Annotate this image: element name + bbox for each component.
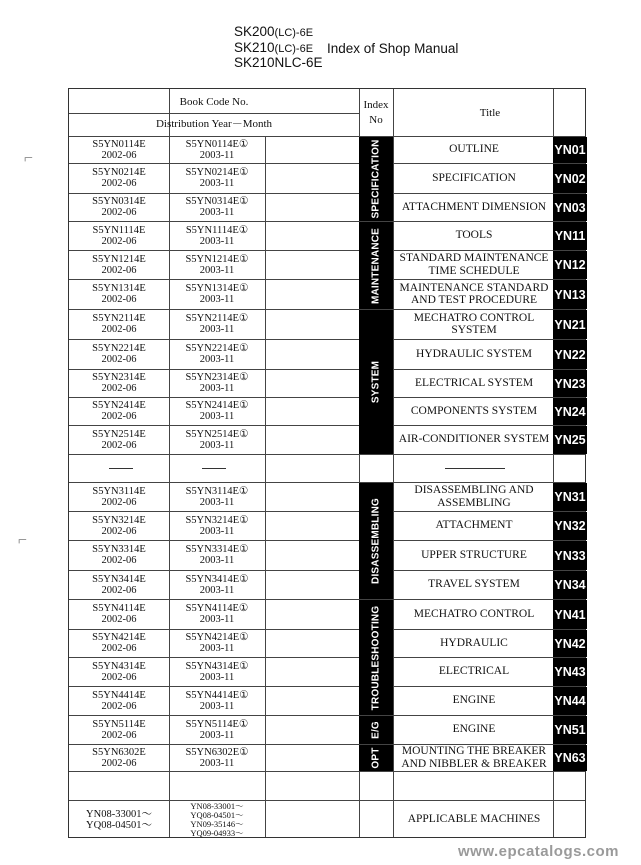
distribution-date: 2002-06 bbox=[101, 671, 137, 683]
book-code: S5YN5114E bbox=[92, 718, 146, 730]
book-code: S5YN4314E bbox=[92, 660, 146, 672]
book-code: S5YN6302E① bbox=[185, 746, 249, 758]
distribution-date: 2002-06 bbox=[101, 207, 137, 218]
applicable-machines-title bbox=[395, 800, 553, 839]
serial-range: YQ09-04933～ bbox=[190, 827, 244, 838]
title-cell bbox=[395, 397, 553, 425]
distribution-date: 2002-06 bbox=[101, 354, 137, 365]
book-code: S5YN2214E① bbox=[185, 343, 249, 354]
manual-title: ELECTRICAL SYSTEM bbox=[414, 376, 534, 389]
revised-code-cell bbox=[169, 661, 265, 683]
book-code-cell bbox=[69, 343, 169, 365]
revised-code-cell bbox=[169, 544, 265, 566]
page-title: Index of Shop Manual bbox=[327, 41, 459, 56]
row-divider bbox=[69, 771, 585, 772]
revised-code-cell bbox=[169, 254, 265, 276]
book-code-cell bbox=[69, 254, 169, 276]
distribution-date: 2003-11 bbox=[199, 555, 235, 566]
serial-range: YQ08-04501～ bbox=[86, 819, 152, 831]
distribution-date: 2002-06 bbox=[101, 643, 137, 654]
index-code-badge: YN24 bbox=[553, 398, 587, 425]
section-label: DISASSEMBLING bbox=[370, 498, 382, 584]
distribution-date: 2003-11 bbox=[199, 235, 235, 247]
index-code-badge: YN23 bbox=[553, 370, 587, 397]
index-code-badge: YN41 bbox=[553, 600, 587, 629]
index-header: Index bbox=[363, 99, 389, 111]
distribution-date: 2002-06 bbox=[101, 700, 137, 712]
index-code-badge: YN32 bbox=[553, 512, 587, 540]
section-bar bbox=[359, 600, 393, 715]
serial-range: YQ08-04501～ bbox=[190, 809, 244, 820]
distribution-date: 2002-06 bbox=[101, 294, 137, 305]
revised-code-cell bbox=[169, 515, 265, 537]
manual-title: TRAVEL SYSTEM bbox=[428, 578, 520, 591]
book-code: S5YN3314E bbox=[92, 544, 146, 555]
title-cell bbox=[395, 339, 553, 369]
manual-title: OUTLINE bbox=[449, 143, 499, 156]
index-code-badge: YN13 bbox=[553, 280, 587, 309]
section-bar bbox=[359, 310, 393, 454]
title-cell bbox=[395, 540, 553, 570]
distribution-date: 2003-11 bbox=[199, 643, 235, 654]
book-code: S5YN1314E bbox=[92, 283, 146, 294]
book-code: S5YN2414E bbox=[92, 400, 146, 411]
revised-code-cell bbox=[169, 632, 265, 654]
serial-range: YN08-33001～ bbox=[86, 808, 152, 820]
book-code: S5YN4114E bbox=[92, 603, 146, 614]
book-code-cell bbox=[69, 719, 169, 741]
distribution-date: 2003-11 bbox=[199, 496, 235, 508]
distribution-date: 2002-06 bbox=[101, 525, 137, 537]
section-label: SPECIFICATION bbox=[370, 139, 382, 219]
distribution-date: 2002-06 bbox=[101, 324, 137, 335]
manual-title: MOUNTING THE BREAKER AND NIBBLER & BREAKER bbox=[401, 745, 547, 770]
index-code-badge: YN25 bbox=[553, 426, 587, 454]
revised-code-cell bbox=[169, 690, 265, 712]
book-code: S5YN2314E bbox=[92, 372, 146, 383]
manual-title: ATTACHMENT DIMENSION bbox=[401, 200, 547, 213]
distribution-date: 2002-06 bbox=[101, 729, 137, 741]
book-code: S5YN0214E① bbox=[185, 167, 249, 178]
section-label: E/G bbox=[370, 721, 382, 739]
book-code: S5YN2414E① bbox=[185, 400, 249, 411]
scan-mark: ⌐ bbox=[24, 150, 34, 167]
title-cell bbox=[395, 715, 553, 744]
distribution-date: 2002-06 bbox=[101, 264, 137, 276]
book-code: S5YN4214E bbox=[92, 632, 146, 643]
book-code-cell bbox=[69, 372, 169, 394]
title-cell bbox=[395, 193, 553, 221]
manual-title: HYDRAULIC bbox=[440, 636, 508, 649]
book-code: S5YN3114E bbox=[92, 485, 146, 497]
revised-code-cell bbox=[169, 196, 265, 218]
distribution-date: 2003-11 bbox=[199, 757, 235, 769]
book-code: S5YN3414E bbox=[92, 573, 146, 585]
distribution-date: 2003-11 bbox=[199, 178, 235, 189]
distribution-date: 2002-06 bbox=[101, 584, 137, 596]
section-bar bbox=[359, 137, 393, 221]
header-divider bbox=[69, 113, 359, 114]
index-code-badge: YN34 bbox=[553, 571, 587, 599]
book-code: S5YN3314E① bbox=[185, 544, 249, 555]
serial-range: YN08-33001～ bbox=[190, 800, 244, 811]
book-code: S5YN0114E bbox=[92, 138, 146, 150]
index-code-badge: YN44 bbox=[553, 687, 587, 715]
machines-serial-list bbox=[69, 809, 169, 831]
book-code-cell bbox=[69, 283, 169, 305]
index-code-badge: YN02 bbox=[553, 164, 587, 193]
revised-code-cell bbox=[169, 313, 265, 335]
manual-title: SPECIFICATION bbox=[432, 171, 516, 184]
revised-code-cell bbox=[169, 603, 265, 625]
distribution-date: 2003-11 bbox=[199, 411, 235, 422]
model-line-3: SK210NLC-6E bbox=[234, 55, 323, 70]
book-code-cell bbox=[69, 429, 169, 451]
title-cell bbox=[395, 279, 553, 309]
index-code-badge: YN51 bbox=[553, 716, 587, 744]
section-bar bbox=[359, 716, 393, 744]
book-code-cell bbox=[69, 196, 169, 218]
placeholder-dash bbox=[202, 468, 226, 469]
manual-title: MAINTENANCE STANDARD AND TEST PROCEDURE bbox=[399, 281, 549, 306]
book-code: S5YN0114E① bbox=[185, 138, 249, 150]
distribution-header: Distribution Year－Month bbox=[155, 118, 273, 130]
manual-title: MECHATRO CONTROL bbox=[413, 607, 535, 620]
section-bar bbox=[359, 745, 393, 771]
book-code-cell bbox=[69, 632, 169, 654]
section-label: OPT bbox=[370, 747, 382, 769]
distribution-date: 2003-11 bbox=[199, 700, 235, 712]
manual-title: UPPER STRUCTURE bbox=[421, 548, 527, 561]
distribution-date: 2002-06 bbox=[101, 555, 137, 566]
manual-title: TOOLS bbox=[455, 229, 493, 242]
distribution-date: 2002-06 bbox=[101, 149, 137, 161]
book-code: S5YN0314E bbox=[92, 196, 146, 207]
model-line-2: SK210(LC)-6E bbox=[234, 39, 314, 55]
revised-code-cell bbox=[169, 574, 265, 596]
book-code: S5YN2314E① bbox=[185, 372, 249, 383]
manual-title: STANDARD MAINTENANCE TIME SCHEDULE bbox=[399, 252, 549, 277]
distribution-date: 2003-11 bbox=[199, 671, 235, 683]
book-code: S5YN3214E① bbox=[185, 514, 249, 526]
title-cell bbox=[395, 425, 553, 454]
book-code-cell bbox=[69, 515, 169, 537]
distribution-date: 2002-06 bbox=[101, 178, 137, 189]
revised-code-cell bbox=[169, 429, 265, 451]
book-code-cell bbox=[69, 603, 169, 625]
book-code: S5YN1114E bbox=[92, 224, 146, 236]
index-code-badge: YN01 bbox=[553, 137, 587, 163]
distribution-date: 2002-06 bbox=[101, 235, 137, 247]
section-bar bbox=[359, 483, 393, 599]
book-code: S5YN4214E① bbox=[185, 632, 249, 643]
book-code: S5YN1314E① bbox=[185, 283, 249, 294]
book-code: S5YN1214E① bbox=[185, 253, 249, 265]
distribution-date: 2002-06 bbox=[101, 383, 137, 394]
book-code-header: Book Code No. bbox=[179, 96, 249, 108]
revised-code-cell bbox=[169, 167, 265, 189]
row-divider bbox=[69, 454, 585, 455]
revised-code-cell bbox=[169, 225, 265, 247]
title-cell bbox=[395, 599, 553, 629]
book-code-cell bbox=[69, 167, 169, 189]
revised-code-cell bbox=[169, 400, 265, 422]
book-code: S5YN1214E bbox=[92, 253, 146, 265]
book-code-cell bbox=[69, 313, 169, 335]
index-code-badge: YN33 bbox=[553, 541, 587, 570]
title-cell bbox=[395, 686, 553, 715]
manual-title: ELECTRICAL bbox=[438, 665, 510, 678]
book-code: S5YN1114E① bbox=[185, 224, 249, 236]
index-code-badge: YN43 bbox=[553, 658, 587, 686]
section-label: TROUBLESHOOTING bbox=[370, 605, 382, 710]
book-code: S5YN4314E① bbox=[185, 660, 249, 672]
book-code-cell bbox=[69, 574, 169, 596]
distribution-date: 2003-11 bbox=[199, 584, 235, 596]
title-cell bbox=[395, 511, 553, 540]
column-divider bbox=[393, 89, 394, 837]
distribution-date: 2002-06 bbox=[101, 757, 137, 769]
distribution-date: 2003-11 bbox=[199, 149, 235, 161]
revised-code-cell bbox=[169, 719, 265, 741]
book-code: S5YN4414E bbox=[92, 689, 146, 701]
distribution-date: 2003-11 bbox=[199, 264, 235, 276]
book-code: S5YN2214E bbox=[92, 343, 146, 354]
index-code-badge: YN03 bbox=[553, 194, 587, 221]
title-cell bbox=[395, 221, 553, 250]
distribution-date: 2002-06 bbox=[101, 439, 137, 451]
revised-code-cell bbox=[169, 139, 265, 161]
book-code: S5YN2114E① bbox=[185, 313, 249, 324]
index-code-badge: YN31 bbox=[553, 483, 587, 511]
book-code: S5YN6302E bbox=[92, 746, 146, 758]
distribution-date: 2003-11 bbox=[199, 729, 235, 741]
placeholder-dash bbox=[109, 468, 133, 469]
book-code: S5YN3214E bbox=[92, 514, 146, 526]
section-bar bbox=[359, 222, 393, 309]
distribution-date: 2002-06 bbox=[101, 614, 137, 625]
title-cell bbox=[395, 369, 553, 397]
index-code-badge: YN22 bbox=[553, 340, 587, 369]
placeholder-dash bbox=[445, 468, 505, 469]
book-code: S5YN4114E① bbox=[185, 603, 249, 614]
distribution-date: 2003-11 bbox=[199, 383, 235, 394]
book-code-cell bbox=[69, 747, 169, 769]
distribution-date: 2003-11 bbox=[199, 207, 235, 218]
watermark: www.epcatalogs.com bbox=[458, 843, 619, 860]
revised-code-cell bbox=[169, 283, 265, 305]
revised-code-cell bbox=[169, 343, 265, 365]
revised-code-cell bbox=[169, 486, 265, 508]
distribution-date: 2003-11 bbox=[199, 354, 235, 365]
section-label: SYSTEM bbox=[370, 360, 382, 404]
book-code-cell bbox=[69, 544, 169, 566]
distribution-date: 2003-11 bbox=[199, 294, 235, 305]
book-code-cell bbox=[69, 486, 169, 508]
revised-code-cell bbox=[169, 372, 265, 394]
title-header: Title bbox=[479, 107, 501, 119]
distribution-date: 2002-06 bbox=[101, 496, 137, 508]
distribution-date: 2003-11 bbox=[199, 439, 235, 451]
section-label: MAINTENANCE bbox=[370, 227, 382, 304]
column-divider bbox=[265, 136, 266, 837]
distribution-date: 2002-06 bbox=[101, 411, 137, 422]
title-cell bbox=[395, 309, 553, 339]
title-cell bbox=[395, 136, 553, 163]
book-code-cell bbox=[69, 139, 169, 161]
title-cell bbox=[395, 163, 553, 193]
distribution-date: 2003-11 bbox=[199, 525, 235, 537]
title-cell bbox=[395, 570, 553, 599]
manual-title: HYDRAULIC SYSTEM bbox=[416, 347, 532, 360]
book-code: S5YN2114E bbox=[92, 313, 146, 324]
title-cell bbox=[395, 657, 553, 686]
machines-serial-list bbox=[169, 802, 265, 838]
index-code-badge: YN12 bbox=[553, 251, 587, 279]
title-cell bbox=[395, 744, 553, 771]
manual-title: MECHATRO CONTROL SYSTEM bbox=[413, 311, 535, 336]
manual-title: COMPONENTS SYSTEM bbox=[410, 404, 538, 417]
revised-code-cell bbox=[169, 747, 265, 769]
index-code-badge: YN21 bbox=[553, 310, 587, 339]
book-code: S5YN5114E① bbox=[185, 718, 249, 730]
index-code-badge: YN42 bbox=[553, 630, 587, 657]
book-code: S5YN0214E bbox=[92, 167, 146, 178]
manual-title: ENGINE bbox=[452, 723, 496, 736]
book-code: S5YN2514E bbox=[92, 428, 146, 440]
title-cell bbox=[395, 482, 553, 511]
manual-title: AIR-CONDITIONER SYSTEM bbox=[398, 433, 550, 446]
title-cell bbox=[395, 250, 553, 279]
book-code: S5YN3414E① bbox=[185, 573, 249, 585]
index-code-badge: YN63 bbox=[553, 745, 587, 771]
scan-mark: ⌐ bbox=[18, 532, 28, 549]
manual-title: ATTACHMENT bbox=[435, 519, 513, 532]
distribution-date: 2003-11 bbox=[199, 324, 235, 335]
book-code: S5YN4414E① bbox=[185, 689, 249, 701]
book-code: S5YN2514E① bbox=[185, 428, 249, 440]
index-code-badge: YN11 bbox=[553, 222, 587, 250]
book-code-cell bbox=[69, 225, 169, 247]
serial-range: YN09-35146～ bbox=[190, 818, 244, 829]
book-code: S5YN0314E① bbox=[185, 196, 249, 207]
book-code: S5YN3114E① bbox=[185, 485, 249, 497]
model-line-1: SK200(LC)-6E bbox=[234, 24, 314, 39]
index-table bbox=[68, 88, 586, 838]
machines-label: APPLICABLE MACHINES bbox=[407, 813, 541, 826]
distribution-date: 2003-11 bbox=[199, 614, 235, 625]
title-cell bbox=[395, 629, 553, 657]
book-code-cell bbox=[69, 661, 169, 683]
manual-title: DISASSEMBLING AND ASSEMBLING bbox=[414, 484, 534, 509]
manual-title: ENGINE bbox=[452, 694, 496, 707]
no-header: No bbox=[369, 114, 383, 126]
book-code-cell bbox=[69, 400, 169, 422]
book-code-cell bbox=[69, 690, 169, 712]
